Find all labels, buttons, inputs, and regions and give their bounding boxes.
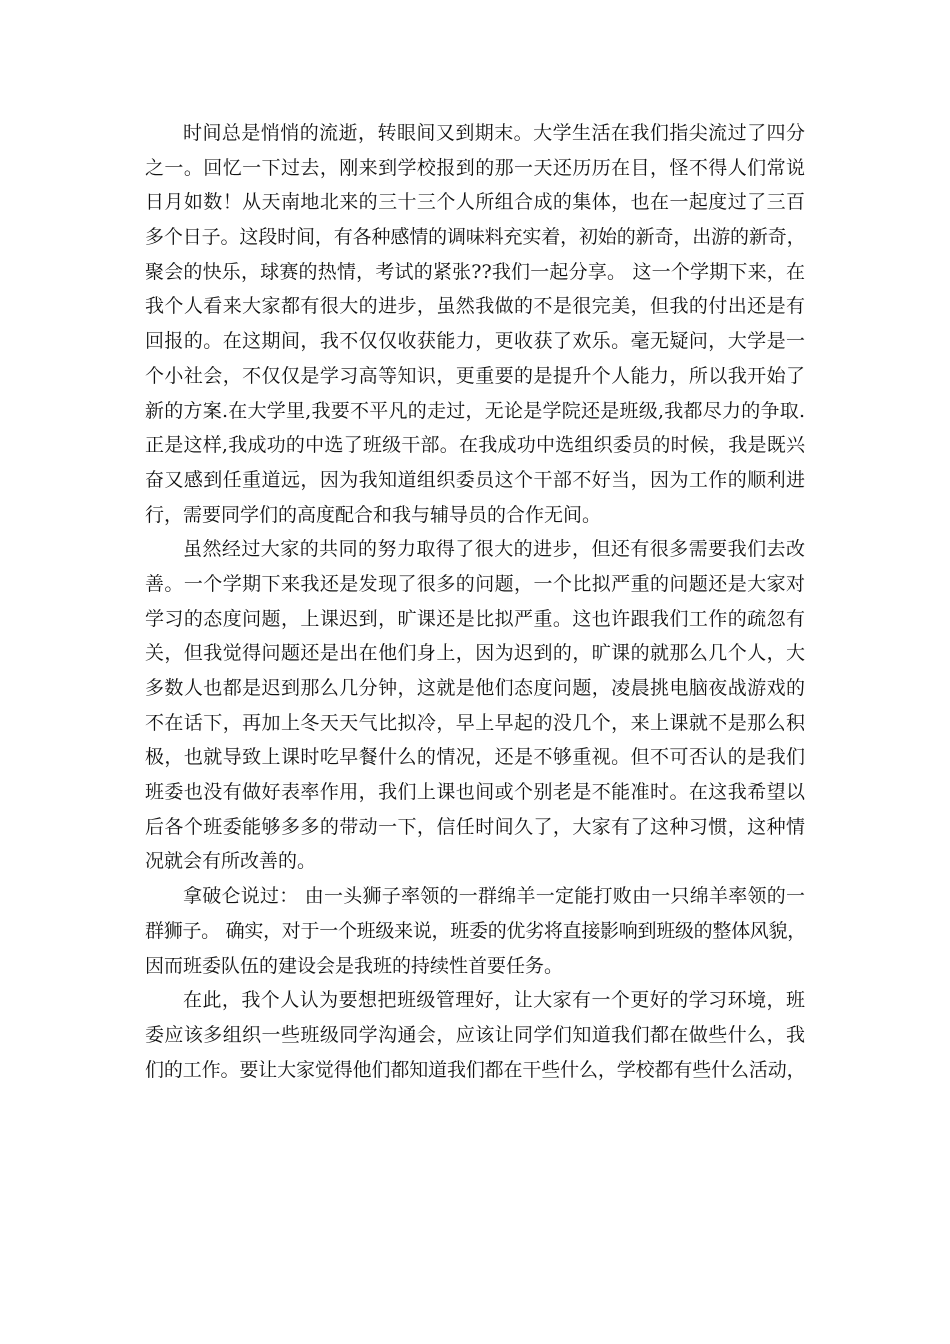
paragraph (145, 116, 805, 532)
text-line: 因而班委队伍的建设会是我班的持续性首要任务。 (145, 954, 564, 977)
text-line: 学习的态度问题，上课迟到，旷课还是比拟严重。这也许跟我们工作的疏忽有 (145, 607, 805, 630)
text-line: 日月如数！从天南地北来的三十三个人所组合成的集体，也在一起度过了三百 (145, 191, 805, 214)
text-line: 后各个班委能够多多的带动一下，信任时间久了，大家有了这种习惯，这种情 (145, 815, 805, 838)
text-line: 正是这样,我成功的中选了班级干部。在我成功中选组织委员的时候，我是既兴 (145, 434, 805, 457)
text-line: 我个人看来大家都有很大的进步，虽然我做的不是很完美，但我的付出还是有 (145, 295, 805, 318)
document-body (145, 116, 805, 1087)
text-line: 极，也就导致上课时吃早餐什么的情况，还是不够重视。但不可否认的是我们 (145, 746, 805, 769)
text-line: 关，但我觉得问题还是出在他们身上，因为迟到的，旷课的就那么几个人，大 (145, 642, 805, 665)
text-line: 委应该多组织一些班级同学沟通会，应该让同学们知道我们都在做些什么，我 (145, 1023, 805, 1046)
text-line: 群狮子。 确实，对于一个班级来说，班委的优劣将直接影响到班级的整体风貌， (145, 919, 806, 942)
text-line: 虽然经过大家的共同的努力取得了很大的进步，但还有很多需要我们去改 (183, 538, 805, 561)
text-line: 们的工作。要让大家觉得他们都知道我们都在干些什么，学校都有些什么活动， (145, 1058, 806, 1081)
text-line: 之一。回忆一下过去，刚来到学校报到的那一天还历历在目，怪不得人们常说 (145, 156, 805, 179)
text-line: 班委也没有做好表率作用，我们上课也间或个别老是不能准时。在这我希望以 (145, 781, 805, 804)
text-line: 聚会的快乐，球赛的热情，考试的紧张??我们一起分享。 这一个学期下来，在 (145, 260, 805, 283)
text-line: 行，需要同学们的高度配合和我与辅导员的合作无间。 (145, 503, 602, 526)
text-line: 奋又感到任重道远，因为我知道组织委员这个干部不好当，因为工作的顺利进 (145, 468, 805, 491)
text-line: 况就会有所改善的。 (145, 850, 317, 873)
text-line: 不在话下，再加上冬天天气比拟冷，早上早起的没几个，来上课就不是那么积 (145, 711, 805, 734)
text-line: 时间总是悄悄的流逝，转眼间又到期末。大学生活在我们指尖流过了四分 (183, 122, 805, 144)
text-line: 在此，我个人认为要想把班级管理好，让大家有一个更好的学习环境，班 (183, 989, 805, 1012)
text-line: 回报的。在这期间，我不仅仅收获能力，更收获了欢乐。毫无疑问，大学是一 (145, 330, 805, 353)
paragraph (145, 532, 805, 879)
text-line: 多个日子。这段时间，有各种感情的调味料充实着，初始的新奇，出游的新奇， (145, 226, 806, 249)
paragraph (145, 983, 805, 1087)
text-line: 多数人也都是迟到那么几分钟，这就是他们态度问题，凌晨挑电脑夜战游戏的 (145, 677, 805, 699)
text-line: 新的方案.在大学里,我要不平凡的走过，无论是学院还是班级,我都尽力的争取. (145, 399, 805, 422)
text-line: 拿破仑说过： 由一头狮子率领的一群绵羊一定能打败由一只绵羊率领的一 (183, 885, 805, 908)
paragraph (145, 879, 805, 983)
text-line: 个小社会，不仅仅是学习高等知识，更重要的是提升个人能力，所以我开始了 (145, 364, 805, 387)
text-line: 善。一个学期下来我还是发现了很多的问题，一个比拟严重的问题还是大家对 (145, 572, 805, 595)
